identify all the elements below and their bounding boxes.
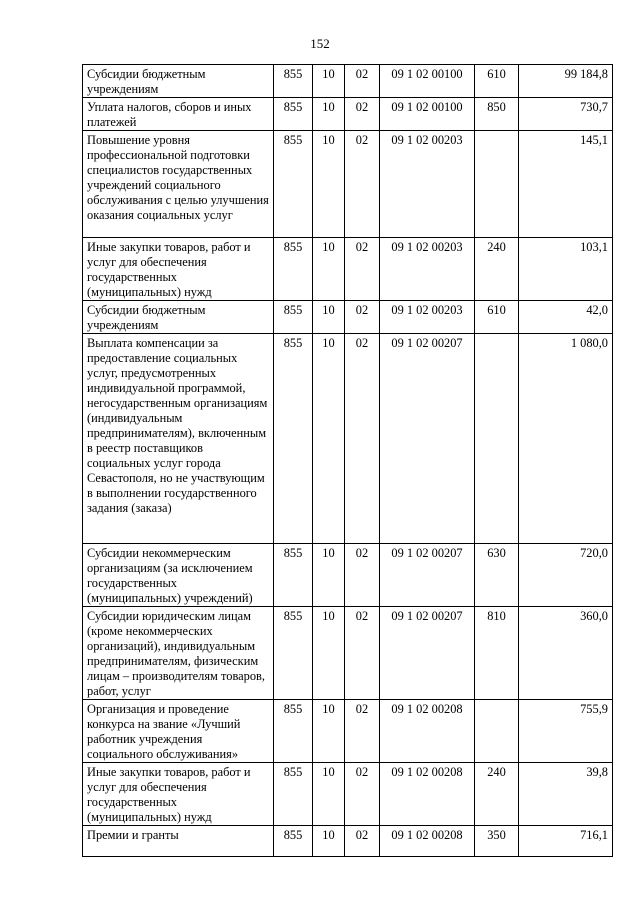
- cell-ministry-code: 855: [274, 700, 313, 763]
- table-row: [83, 98, 613, 131]
- cell-section: 10: [313, 607, 345, 700]
- table-row: [83, 544, 613, 607]
- cell-subsection: 02: [345, 700, 380, 763]
- cell-ministry-code: 855: [274, 65, 313, 98]
- cell-name: Выплата компенсации за предоставление социальных услуг, предусмотренных индивидуальной программой, негосударственным организациям (индивидуальным предпринимателям), включенным в реестр поставщиков социальных услуг города Севастополя, но не участвующим в выполнении государственного задания (заказа): [83, 334, 274, 544]
- cell-ministry-code: 855: [274, 238, 313, 301]
- table-row: [83, 826, 613, 857]
- cell-amount: 730,7: [519, 98, 613, 131]
- cell-target-article: 09 1 02 00100: [380, 65, 475, 98]
- cell-expense-type: 850: [475, 98, 519, 131]
- cell-subsection: 02: [345, 826, 380, 857]
- cell-subsection: 02: [345, 607, 380, 700]
- cell-amount: 1 080,0: [519, 334, 613, 544]
- cell-target-article: 09 1 02 00203: [380, 131, 475, 238]
- cell-section: 10: [313, 544, 345, 607]
- cell-expense-type: [475, 334, 519, 544]
- cell-ministry-code: 855: [274, 98, 313, 131]
- cell-section: 10: [313, 131, 345, 238]
- table-row: [83, 700, 613, 763]
- cell-section: 10: [313, 334, 345, 544]
- cell-name: Иные закупки товаров, работ и услуг для обеспечения государственных (муниципальных) нужд: [83, 763, 274, 826]
- cell-ministry-code: 855: [274, 301, 313, 334]
- cell-target-article: 09 1 02 00100: [380, 98, 475, 131]
- cell-ministry-code: 855: [274, 544, 313, 607]
- table-row: [83, 65, 613, 98]
- cell-name: Субсидии некоммерческим организациям (за исключением государственных (муниципальных) учреждений): [83, 544, 274, 607]
- cell-name: Субсидии бюджетным учреждениям: [83, 65, 274, 98]
- cell-expense-type: 350: [475, 826, 519, 857]
- cell-amount: 720,0: [519, 544, 613, 607]
- table-row: [83, 334, 613, 544]
- cell-amount: 755,9: [519, 700, 613, 763]
- cell-subsection: 02: [345, 334, 380, 544]
- cell-target-article: 09 1 02 00207: [380, 334, 475, 544]
- cell-ministry-code: 855: [274, 826, 313, 857]
- cell-amount: 103,1: [519, 238, 613, 301]
- cell-target-article: 09 1 02 00208: [380, 826, 475, 857]
- cell-amount: 716,1: [519, 826, 613, 857]
- table-row: [83, 607, 613, 700]
- cell-ministry-code: 855: [274, 131, 313, 238]
- cell-subsection: 02: [345, 763, 380, 826]
- cell-target-article: 09 1 02 00207: [380, 607, 475, 700]
- cell-amount: 42,0: [519, 301, 613, 334]
- cell-expense-type: 610: [475, 65, 519, 98]
- cell-section: 10: [313, 65, 345, 98]
- cell-expense-type: [475, 700, 519, 763]
- cell-expense-type: 610: [475, 301, 519, 334]
- cell-name: Субсидии бюджетным учреждениям: [83, 301, 274, 334]
- cell-name: Повышение уровня профессиональной подготовки специалистов государственных учреждений социального обслуживания с целью улучшения оказания социальных услуг: [83, 131, 274, 238]
- cell-subsection: 02: [345, 98, 380, 131]
- cell-name: Уплата налогов, сборов и иных платежей: [83, 98, 274, 131]
- cell-section: 10: [313, 238, 345, 301]
- cell-expense-type: 810: [475, 607, 519, 700]
- cell-name: Организация и проведение конкурса на звание «Лучший работник учреждения социального обслуживания»: [83, 700, 274, 763]
- page-number: 152: [310, 36, 330, 51]
- cell-section: 10: [313, 301, 345, 334]
- cell-name: Субсидии юридическим лицам (кроме некоммерческих организаций), индивидуальным предпринимателям, физическим лицам – производителям товаров, работ, услуг: [83, 607, 274, 700]
- cell-section: 10: [313, 763, 345, 826]
- cell-subsection: 02: [345, 131, 380, 238]
- cell-target-article: 09 1 02 00203: [380, 238, 475, 301]
- cell-subsection: 02: [345, 544, 380, 607]
- cell-subsection: 02: [345, 65, 380, 98]
- budget-table: [82, 64, 613, 857]
- cell-section: 10: [313, 98, 345, 131]
- cell-amount: 360,0: [519, 607, 613, 700]
- cell-target-article: 09 1 02 00208: [380, 700, 475, 763]
- cell-amount: 99 184,8: [519, 65, 613, 98]
- table-row: [83, 131, 613, 238]
- table-row: [83, 301, 613, 334]
- cell-ministry-code: 855: [274, 763, 313, 826]
- cell-name: Иные закупки товаров, работ и услуг для обеспечения государственных (муниципальных) нужд: [83, 238, 274, 301]
- cell-section: 10: [313, 700, 345, 763]
- cell-section: 10: [313, 826, 345, 857]
- cell-ministry-code: 855: [274, 334, 313, 544]
- cell-target-article: 09 1 02 00207: [380, 544, 475, 607]
- table-row: [83, 763, 613, 826]
- cell-ministry-code: 855: [274, 607, 313, 700]
- cell-expense-type: 240: [475, 763, 519, 826]
- cell-amount: 145,1: [519, 131, 613, 238]
- table-row: [83, 238, 613, 301]
- cell-expense-type: [475, 131, 519, 238]
- cell-subsection: 02: [345, 301, 380, 334]
- cell-target-article: 09 1 02 00208: [380, 763, 475, 826]
- cell-subsection: 02: [345, 238, 380, 301]
- cell-expense-type: 630: [475, 544, 519, 607]
- cell-name: Премии и гранты: [83, 826, 274, 857]
- cell-expense-type: 240: [475, 238, 519, 301]
- cell-amount: 39,8: [519, 763, 613, 826]
- cell-target-article: 09 1 02 00203: [380, 301, 475, 334]
